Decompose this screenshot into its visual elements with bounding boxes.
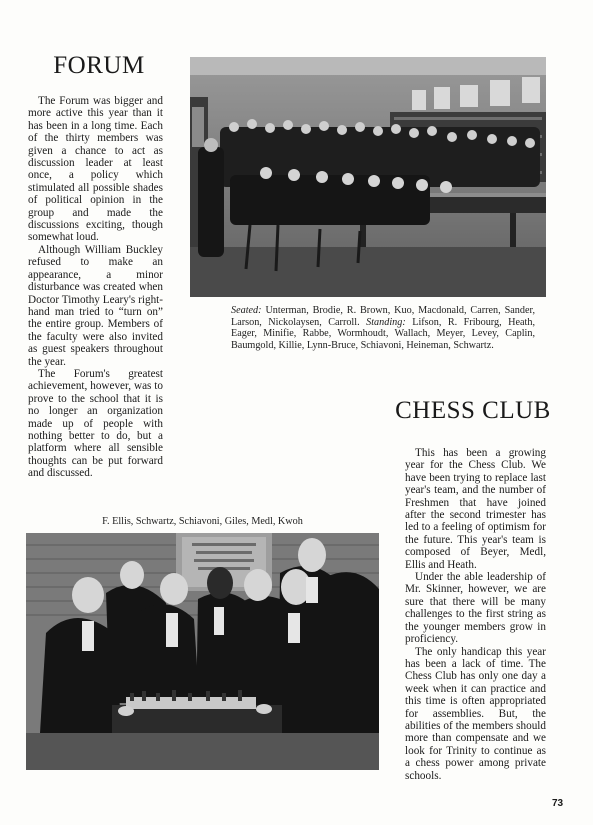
standing-names: Lifson, R. Fribourg, Heath, Eager, Minifie, Rabbe, Wormhoudt, Wallach, Meyer, Levey, Caplin, Baumgold, Killie, Lynn-Bruce, Schiavoni, Heineman, Schwartz. (231, 316, 535, 351)
chess-paragraph: The only handicap this year has been a lack of time. The Chess Club has only one day a week when it can practice and this time is often appropriated for assemblies. But, the abilities of the members should more than compensate and we look for Trinity to continue as a chess power among private schools. (405, 645, 546, 782)
page-number: 73 (552, 798, 564, 809)
standing-label: Standing: (366, 316, 406, 328)
forum-paragraph: Although William Buckley refused to make an appearance, a minor disturbance was created when Doctor Timothy Leary's right-hand man tried to “turn on” the entire group. Members of the faculty were also invited as guest speakers throughout the year. (28, 243, 163, 368)
chess-paragraph: This has been a growing year for the Chess Club. We have been trying to replace last year's team, and the number of Freshmen that have joined after the second trimester has led to a feeling of optimism for the future. This year's team is composed of Beyer, Medl, Ellis and Heath. (405, 447, 546, 571)
forum-article (28, 95, 163, 480)
chess-club-photo (26, 533, 379, 770)
forum-group-photo (190, 57, 546, 297)
forum-paragraph: The Forum was bigger and more active this year than it has been in a long time. Each of the thirty members was given a chance to act as discussion leader at least once, a policy which stimulated all possible shades of political opinion in the group and made the discussions exciting, though somewhat loud. (28, 95, 163, 244)
seated-label: Seated: (231, 305, 262, 316)
forum-photo-caption (231, 305, 535, 351)
chess-club-heading: CHESS CLUB (395, 397, 551, 424)
forum-heading: FORUM (53, 52, 145, 79)
chess-paragraph: Under the able leadership of Mr. Skinner, however, we are sure that there will be many challenges to the first string as the younger members grow in proficiency. (405, 571, 546, 646)
chess-article (405, 447, 546, 782)
forum-paragraph: The Forum's greatest achievement, however, was to prove to the school that it is no longer an organization made up of people with nothing better to do, but a platform where all sensible thoughts can be put forward and discussed. (28, 367, 163, 480)
seated-names: Unterman, Brodie, R. Brown, Kuo, Macdonald, Carren, Sander, Larson, Nickolaysen, Carroll. (231, 305, 535, 328)
chess-photo-caption: F. Ellis, Schwartz, Schiavoni, Giles, Medl, Kwoh (102, 516, 303, 527)
